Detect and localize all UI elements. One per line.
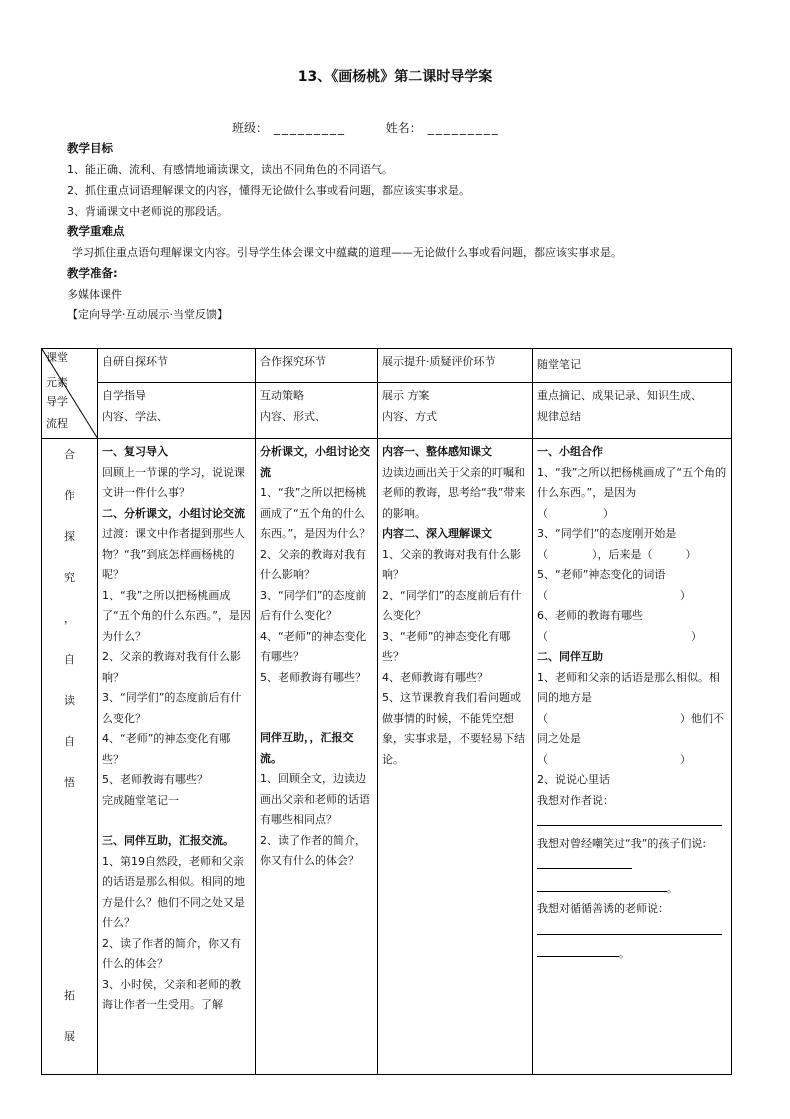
col2-item: 同伴互助，，汇报交流。 xyxy=(260,731,354,765)
side-label: 探 xyxy=(64,530,75,543)
col1-item: 3、小时侯，父亲和老师的教诲让作者一生受用。了解 xyxy=(102,977,241,1011)
subheader-col2 xyxy=(256,383,378,439)
prep-text: 多媒体课件 xyxy=(67,288,122,301)
goal-1: 1、能正确、流利、有感情地诵读课文，读出不同角色的不同语气。 xyxy=(67,163,393,176)
notes-part1-title: 一、小组合作 xyxy=(537,445,603,458)
side-label: 自 xyxy=(64,735,75,748)
class-blank[interactable]: _________ xyxy=(274,121,347,135)
subheader-text: 自学指导 xyxy=(102,389,146,402)
header-col1: 自研自探环节 xyxy=(98,349,256,383)
notes-q5[interactable]: 5、“老师”神态变化的词语（ ） xyxy=(537,568,691,602)
header-col2: 合作探究环节 xyxy=(256,349,378,383)
goals-title: 教学目标 xyxy=(67,141,113,155)
answer-line[interactable] xyxy=(537,920,722,935)
notes-r2: 2、说说心里话 xyxy=(537,773,610,786)
notes-q3[interactable]: 3、“同学们”的态度刚开始是（ ），后来是（ ） xyxy=(537,527,697,561)
notes-q6[interactable]: 6、老师的教诲有哪些（ ） xyxy=(537,609,702,643)
notes-q1: 1、“我”之所以把杨桃画成了“五个角的什么东西。”，是因为 xyxy=(537,465,727,499)
col1-item: 2、读了作者的简介，你又有什么的体会？ xyxy=(102,936,241,970)
corner-mid: 元素 xyxy=(46,376,68,389)
col1-item: 1、第19自然段，老师和父亲的话语是那么相似。相同的地方是什么？他们不同之处又是什么？ xyxy=(102,854,245,929)
col1-item: 三、同伴互助，汇报交流。 xyxy=(102,834,234,847)
col3-item: 内容二、深入理解课文 xyxy=(382,527,492,540)
answer-line[interactable] xyxy=(537,942,619,957)
notes-q1-blank[interactable]: （ ） xyxy=(537,506,614,520)
corner-bot1: 导学 xyxy=(46,395,68,408)
answer-line[interactable] xyxy=(537,811,722,826)
key-title: 教学重难点 xyxy=(67,224,125,238)
name-blank[interactable]: _________ xyxy=(427,121,500,135)
col1-item: 一、复习导入 xyxy=(102,445,168,458)
side-label: 读 xyxy=(64,694,75,707)
corner-bot2: 流程 xyxy=(46,417,68,430)
notes-r4: 我想对曾经嘲笑过“我”的孩子们说: xyxy=(537,836,707,850)
col3-item: 内容一、整体感知课文 xyxy=(382,445,492,458)
subheader-text: 内容、形式、 xyxy=(260,409,326,423)
col3-item: 边读边画出关于父亲的叮嘱和老师的教诲，思考给“我”带来的影响。 xyxy=(382,465,526,520)
side-label: 拓 xyxy=(64,989,75,1002)
side-label: 悟 xyxy=(64,776,75,789)
col2-item: 5、老师教诲有哪些？ xyxy=(260,670,366,684)
col3-item: 4、老师教诲有哪些？ xyxy=(382,670,488,684)
col2-item: 2、父亲的教诲对我有什么影响？ xyxy=(260,547,366,581)
col1-item: 4、“老师”的神态变化有哪些？ xyxy=(102,732,231,766)
notes-r1[interactable]: 1、老师和父亲的话语是那么相似。相同的地方是（ ）他们不同之处是（ ） xyxy=(537,670,724,766)
col2-item xyxy=(260,688,373,708)
mode-text: 【定向导学·互动展示·当堂反馈】 xyxy=(67,308,228,321)
col1-item: 完成随堂笔记一 xyxy=(102,793,179,807)
side-label-cell xyxy=(42,439,98,1075)
corner-top: 课堂 xyxy=(46,351,68,364)
col1-item: 5、老师教诲有哪些？ xyxy=(102,773,208,786)
col3-item: 3、“老师”的神态变化有哪些？ xyxy=(382,629,511,663)
subheader-col1 xyxy=(98,383,256,439)
side-label: 究 xyxy=(64,571,75,584)
header-col3: 展示提升·质疑评价环节 xyxy=(378,349,533,383)
side-label: ， xyxy=(64,612,75,625)
cooperation-column xyxy=(256,439,378,1075)
subheader-col4 xyxy=(533,383,732,439)
col2-item: 4、“老师”的神态变化有哪些？ xyxy=(260,629,367,663)
col3-item: 1、父亲的教诲对我有什么影响？ xyxy=(382,547,521,581)
side-label: 作 xyxy=(64,489,75,502)
header-col4: 随堂笔记 xyxy=(533,349,732,383)
name-label: 姓名： xyxy=(385,121,422,135)
subheader-text: 展示 方案 xyxy=(382,389,430,402)
col2-item: 1、“我”之所以把杨桃画成了“五个角的什么东西。”，是因为什么？ xyxy=(260,486,371,540)
col3-item: 2、“同学们”的态度前后有什么变化？ xyxy=(382,588,522,622)
col1-item: 回顾上一节课的学习，说说课文讲一件什么事？ xyxy=(102,465,245,499)
prep-title: 教学准备: xyxy=(67,266,118,280)
subheader-col3 xyxy=(378,383,533,439)
col1-item: 3、“同学们”的态度前后有什么变化？ xyxy=(102,691,242,725)
lesson-table xyxy=(41,348,732,1075)
col1-item: 过渡：课文中作者提到那些人物？“我”到底怎样画杨桃的呢？ xyxy=(102,527,245,581)
subheader-text: 内容、学法、 xyxy=(102,409,168,423)
subheader-text: 内容、方式 xyxy=(382,409,437,423)
col1-item xyxy=(102,811,251,831)
col1-item: 1、“我”之所以把杨桃画成了“五个角的什么东西。”，是因为什么？ xyxy=(102,588,251,643)
subheader-text: 规律总结 xyxy=(537,409,581,423)
side-label: 合 xyxy=(64,448,75,461)
notes-part2-title: 二、同伴互助 xyxy=(537,650,603,663)
notes-r3: 我想对作者说： xyxy=(537,793,614,807)
col2-item xyxy=(260,708,373,728)
class-name-line xyxy=(232,119,506,136)
side-labels-extend xyxy=(42,986,97,1068)
key-text: 学习抓住重点语句理解课文内容。引导学生体会课文中蕴藏的道理——无论做什么事或看问题，都应该实事求是。 xyxy=(72,246,622,259)
answer-line[interactable] xyxy=(537,854,632,869)
col2-item: 2、读了作者的简介，你又有什么的体会？ xyxy=(260,833,366,867)
col2-item: 1、回顾全文，边读边画出父亲和老师的话语有哪些相同点？ xyxy=(260,772,370,826)
col2-item: 3、“同学们”的态度前后有什么变化？ xyxy=(260,588,367,622)
col1-item: 二、分析课文，小组讨论交流 xyxy=(102,506,245,520)
notes-column xyxy=(533,439,732,1075)
period: 。 xyxy=(619,947,630,960)
side-label: 自 xyxy=(64,653,75,666)
page-title: 13、《画杨桃》第二课时导学案 xyxy=(297,69,493,85)
col2-item: 分析课文，小组讨论交流 xyxy=(260,445,370,479)
class-label: 班级： xyxy=(232,121,269,135)
goal-3: 3、背诵课文中老师说的那段话。 xyxy=(67,205,228,218)
side-labels-main xyxy=(42,445,97,814)
presentation-column xyxy=(378,439,533,1075)
subheader-text: 重点摘记、成果记录、知识生成、 xyxy=(537,389,702,402)
answer-line[interactable] xyxy=(537,877,667,892)
col1-item: 2、父亲的教诲对我有什么影响？ xyxy=(102,650,241,684)
period: 。 xyxy=(667,881,678,895)
side-label: 展 xyxy=(64,1030,75,1043)
subheader-text: 互动策略 xyxy=(260,389,304,402)
col3-item: 5、这节课教育我们看问题或做事情的时候，不能凭空想象，实事求是，不要轻易下结论。 xyxy=(382,691,525,766)
notes-r6: 我想对循循善诱的老师说： xyxy=(537,902,669,915)
goal-2: 2、抓住重点词语理解课文的内容，懂得无论做什么事或看问题，都应该实事求是。 xyxy=(67,184,470,197)
self-study-column xyxy=(98,439,256,1075)
corner-cell xyxy=(42,349,98,439)
